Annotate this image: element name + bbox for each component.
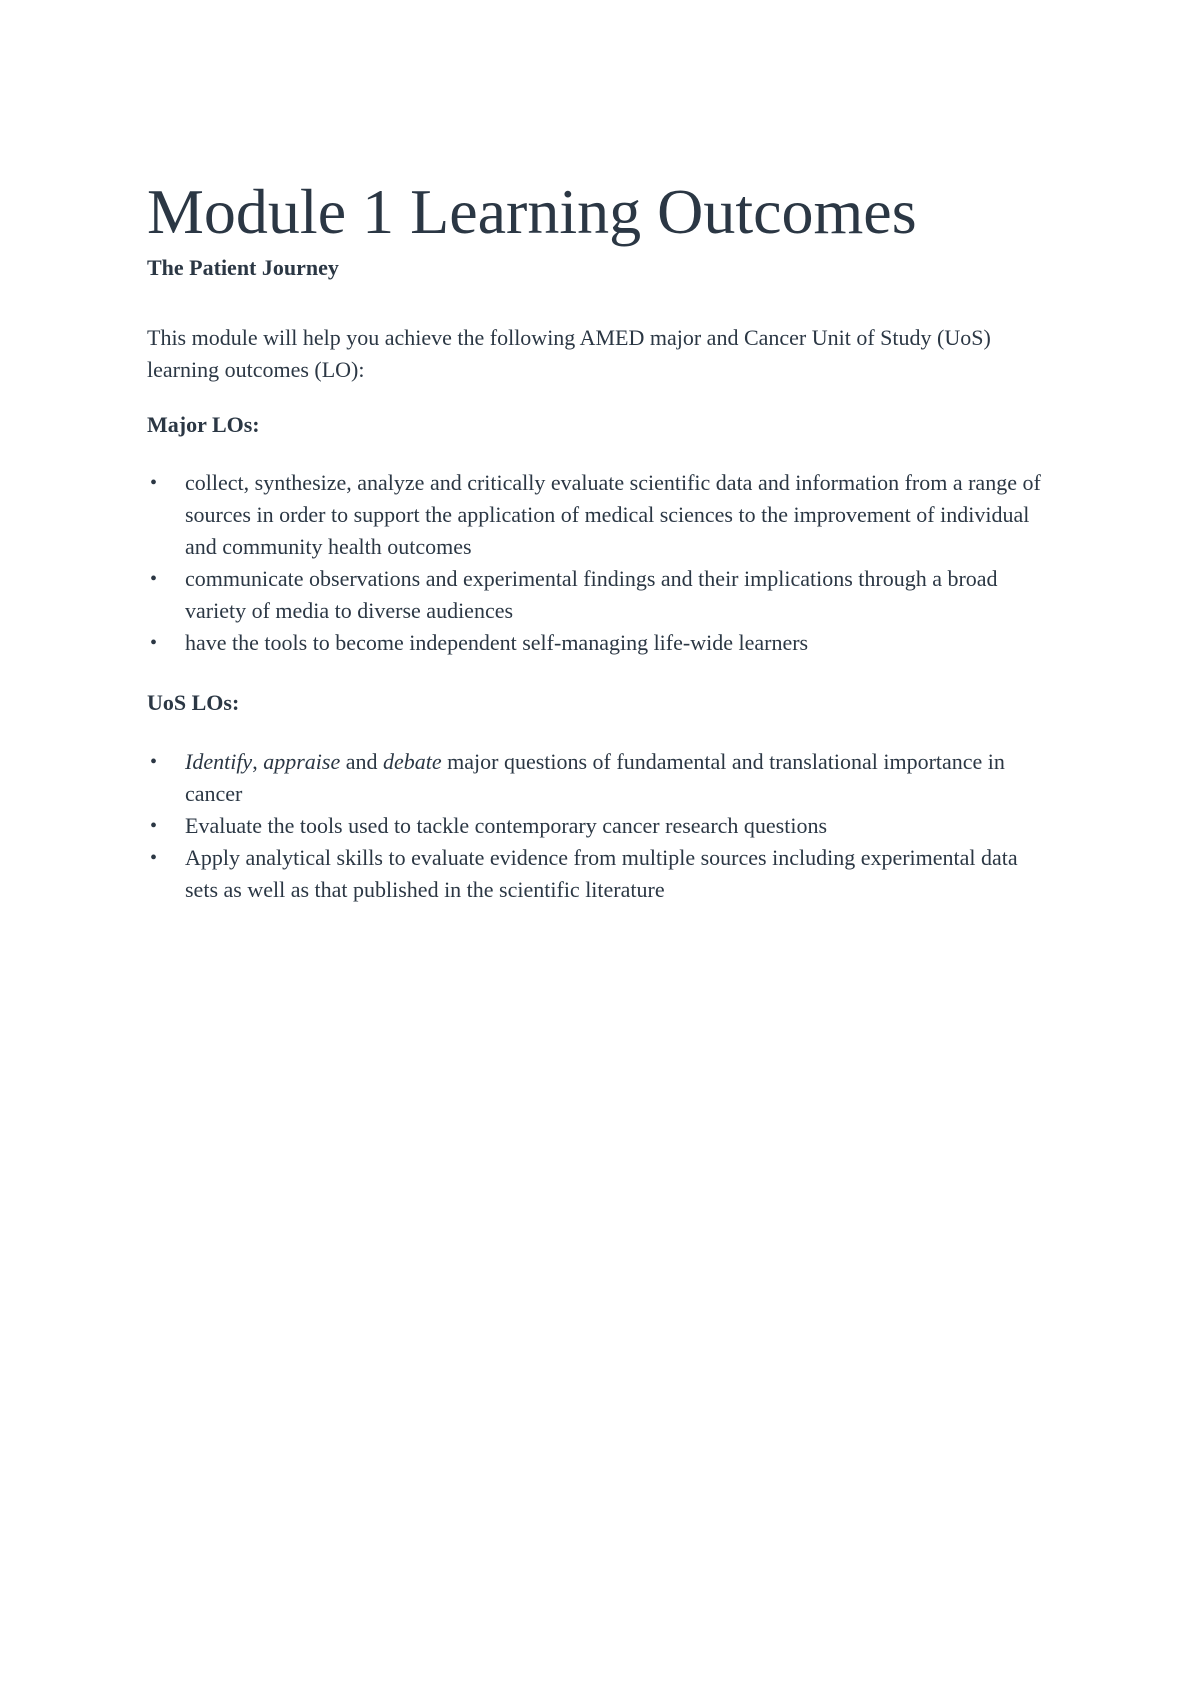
list-item [147,810,1047,842]
list-item-text: Apply analytical skills to evaluate evidence from multiple sources including experimental data sets as well as that published in the scientific literature [185,845,1018,902]
list-item [147,467,1047,563]
list-item [147,746,1047,810]
list-item-text: have the tools to become independent self-managing life-wide learners [185,630,809,655]
bullet-icon: • [150,632,158,654]
major-los-list [147,467,1047,659]
list-item [147,842,1047,906]
bullet-icon: • [150,472,158,494]
term-appraise: appraise [263,749,341,774]
term-identify: Identify [185,749,253,774]
term-debate: debate [382,749,442,774]
list-item-text [185,749,1005,806]
separator-text: and [340,749,383,774]
bullet-icon: • [150,751,158,773]
list-item [147,627,1047,659]
module-name: The Patient Journey [147,255,339,280]
separator-text: , [252,749,264,774]
list-item-text: collect, synthesize, analyze and critically evaluate scientific data and information from a range of sources in order to support the application of medical sciences to the improvement of individual and community health outcomes [185,470,1041,559]
list-item-rest: major questions of fundamental and translational importance in cancer [185,749,1005,806]
list-item [147,563,1047,627]
major-los-heading: Major LOs: [147,412,260,437]
bullet-icon: • [150,847,158,869]
bullet-icon: • [150,568,158,590]
list-item-text: Evaluate the tools used to tackle contemporary cancer research questions [185,813,828,838]
bullet-icon: • [150,815,158,837]
uos-los-heading: UoS LOs: [147,690,240,715]
list-item-text: communicate observations and experimental findings and their implications through a broad variety of media to diverse audiences [185,566,998,623]
page-title: Module 1 Learning Outcomes [147,176,917,247]
uos-los-list [147,746,1047,906]
intro-paragraph: This module will help you achieve the following AMED major and Cancer Unit of Study (UoS) learning outcomes (LO): [147,325,991,382]
